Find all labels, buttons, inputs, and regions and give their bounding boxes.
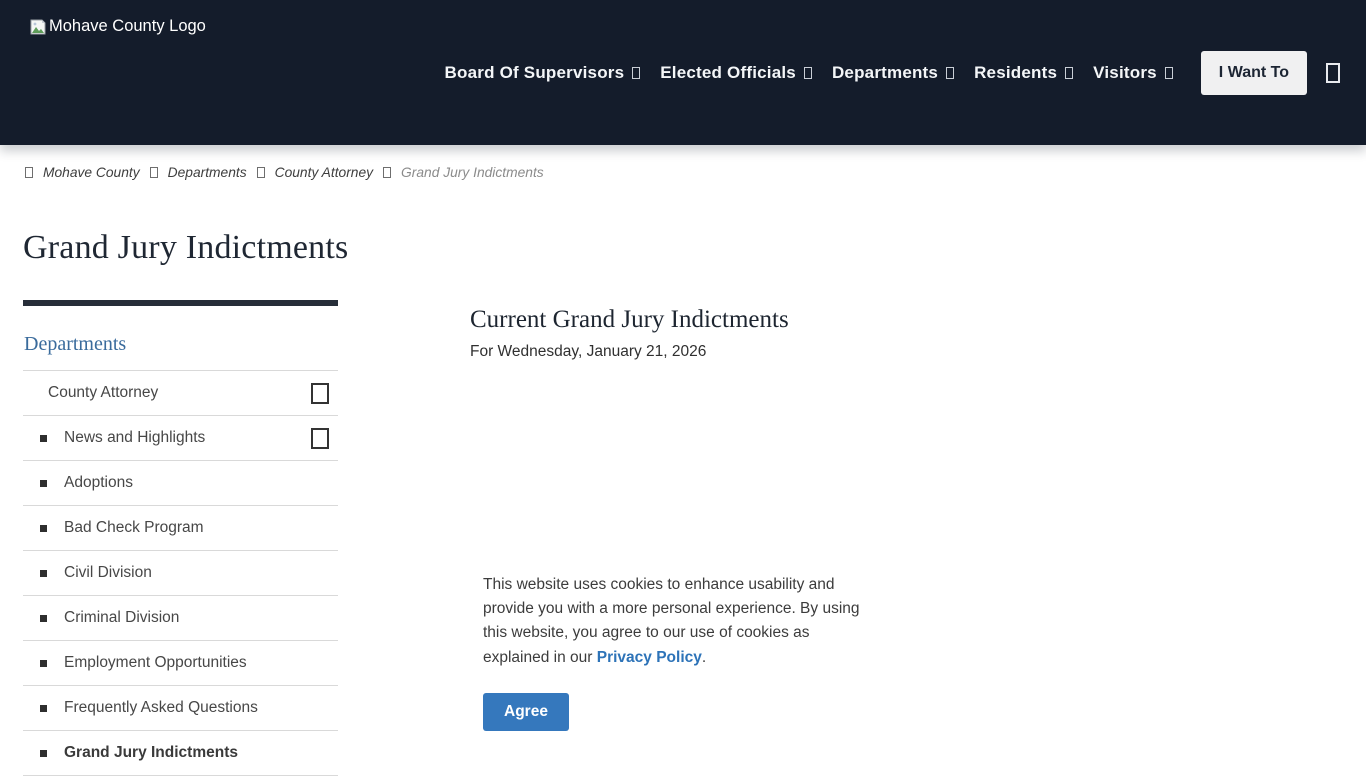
- nav-label: Visitors: [1093, 62, 1157, 82]
- search-icon[interactable]: [1326, 63, 1340, 83]
- nav-label: Elected Officials: [660, 62, 796, 82]
- nav-label: Departments: [831, 62, 939, 82]
- sidebar-item-label: Employment Opportunities: [64, 654, 247, 671]
- bullet-icon: [40, 750, 47, 757]
- site-logo[interactable]: [29, 17, 206, 36]
- sidebar-item-label: Adoptions: [64, 474, 133, 491]
- content-heading: Current Grand Jury Indictments: [470, 306, 789, 333]
- sidebar-item-employment-opportunities[interactable]: [23, 641, 338, 686]
- breadcrumb-home-icon: [25, 167, 33, 178]
- sidebar-item-criminal-division[interactable]: [23, 596, 338, 641]
- sidebar-item-label: News and Highlights: [64, 429, 206, 446]
- sidebar: [23, 300, 338, 776]
- bullet-icon: [40, 435, 47, 442]
- bullet-icon: [40, 615, 47, 622]
- dropdown-indicator-icon: [1065, 67, 1073, 79]
- sidebar-item-civil-division[interactable]: [23, 551, 338, 596]
- bullet-icon: [40, 525, 47, 532]
- cookie-text: [483, 573, 879, 670]
- breadcrumb-separator-icon: [257, 167, 265, 178]
- content-date: For Wednesday, January 21, 2026: [470, 343, 707, 360]
- nav-label: Residents: [974, 62, 1058, 82]
- sidebar-item-label: Criminal Division: [64, 609, 180, 626]
- dropdown-indicator-icon: [946, 67, 954, 79]
- cookie-text-before: This website uses cookies to enhance usability and provide you with a more personal experience. By using this website, you agree to our use of cookies as explained in our: [483, 576, 860, 666]
- sidebar-item-frequently-asked-questions[interactable]: [23, 686, 338, 731]
- page-title: Grand Jury Indictments: [23, 229, 349, 266]
- sidebar-item-bad-check-program[interactable]: [23, 506, 338, 551]
- sidebar-item-grand-jury-indictments[interactable]: [23, 731, 338, 776]
- nav-item-board-of-supervisors[interactable]: [445, 63, 641, 83]
- nav-label: Board Of Supervisors: [444, 62, 625, 82]
- dropdown-indicator-icon: [1165, 67, 1173, 79]
- breadcrumb-separator-icon: [383, 167, 391, 178]
- bullet-icon: [40, 660, 47, 667]
- site-header: [0, 0, 1366, 145]
- broken-image-icon: [29, 18, 47, 36]
- sidebar-item-county-attorney[interactable]: [23, 371, 338, 416]
- nav-item-residents[interactable]: [974, 63, 1073, 83]
- breadcrumb-current: Grand Jury Indictments: [401, 165, 544, 180]
- dropdown-indicator-icon: [804, 67, 812, 79]
- expand-toggle[interactable]: [311, 383, 329, 404]
- cookie-banner: [483, 573, 879, 731]
- i-want-to-button[interactable]: I Want To: [1201, 51, 1307, 95]
- nav-item-departments[interactable]: [832, 63, 954, 83]
- main-nav: [445, 0, 1340, 145]
- breadcrumb-departments[interactable]: Departments: [167, 165, 247, 180]
- agree-button[interactable]: Agree: [483, 693, 569, 731]
- sidebar-item-label: Frequently Asked Questions: [64, 699, 258, 716]
- sidebar-item-adoptions[interactable]: [23, 461, 338, 506]
- privacy-policy-link[interactable]: Privacy Policy: [596, 648, 702, 666]
- breadcrumb-separator-icon: [150, 167, 158, 178]
- bullet-icon: [40, 570, 47, 577]
- cookie-text-after: .: [701, 648, 707, 666]
- breadcrumb: [25, 165, 544, 180]
- breadcrumb-mohave-county[interactable]: Mohave County: [43, 165, 140, 180]
- dropdown-indicator-icon: [632, 67, 640, 79]
- expand-toggle[interactable]: [311, 428, 329, 449]
- sidebar-item-label: Civil Division: [64, 564, 152, 581]
- bullet-icon: [40, 480, 47, 487]
- sidebar-item-label: Bad Check Program: [64, 519, 204, 536]
- sidebar-accent-bar: [23, 300, 338, 306]
- bullet-icon: [40, 705, 47, 712]
- sidebar-item-label: Grand Jury Indictments: [64, 744, 238, 761]
- sidebar-item-label: County Attorney: [48, 384, 159, 401]
- sidebar-item-news-and-highlights[interactable]: [23, 416, 338, 461]
- sidebar-list: [23, 370, 338, 776]
- breadcrumb-county-attorney[interactable]: County Attorney: [274, 165, 374, 180]
- logo-alt-text: Mohave County Logo: [49, 17, 206, 35]
- nav-item-elected-officials[interactable]: [660, 63, 812, 83]
- nav-item-visitors[interactable]: [1093, 63, 1173, 83]
- sidebar-heading-departments[interactable]: Departments: [24, 333, 127, 355]
